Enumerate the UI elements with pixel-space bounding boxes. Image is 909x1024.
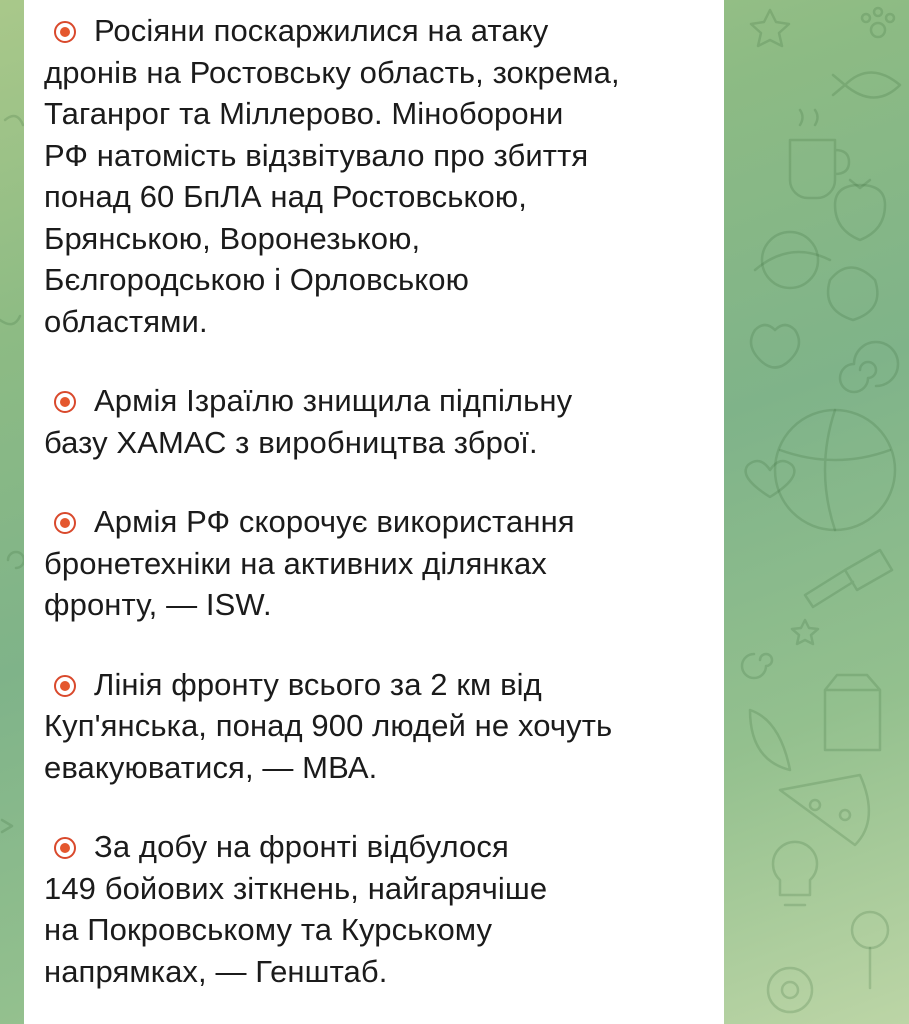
orange-radio-bullet-icon (54, 512, 76, 534)
news-item-text-line: Таганрог та Міллерово. Міноборони (44, 96, 564, 131)
news-item-text-line: базу ХАМАС з виробництва зброї. (44, 424, 538, 460)
news-item-text-line: Росіяни поскаржилися на атаку (94, 13, 549, 48)
orange-radio-bullet-icon (54, 21, 76, 43)
news-item (44, 501, 704, 626)
news-item (44, 664, 704, 789)
news-item-text-line: Армія РФ скорочує використання (94, 504, 575, 539)
news-item-text-line: напрямках, — Генштаб. (44, 953, 388, 989)
news-item-text-line: За добу на фронті відбулося (94, 829, 509, 864)
orange-radio-bullet-icon (54, 675, 76, 697)
news-item-text-line: евакуюватися, — МВА. (44, 749, 378, 785)
news-item-text-line: Куп'янська, понад 900 людей не хочуть (44, 708, 613, 743)
orange-radio-bullet-icon (54, 391, 76, 413)
news-item (44, 380, 704, 463)
news-item-text-line: Армія Ізраїлю знищила підпільну (94, 383, 573, 418)
news-item (44, 826, 704, 992)
news-item-text-line: Лінія фронту всього за 2 км від (94, 666, 542, 702)
news-item-text-line: на Покровському та Курському (44, 912, 493, 947)
news-item-text-line: фронту, — ISW. (44, 587, 272, 622)
news-item (44, 10, 704, 342)
news-item-text-line: Бєлгородською і Орловською (44, 262, 469, 297)
message-bubble (24, 0, 724, 1024)
news-item-text-line: бронетехніки на активних ділянках (44, 545, 547, 581)
news-item-text-line: областями. (44, 303, 208, 339)
news-item-text-line: РФ натомість відзвітувало про збиття (44, 137, 589, 173)
news-item-text-line: Брянською, Воронезькою, (44, 220, 421, 256)
news-digest-list (44, 10, 704, 992)
orange-radio-bullet-icon (54, 837, 76, 859)
news-item-text-line: дронів на Ростовську область, зокрема, (44, 54, 620, 90)
news-item-text-line: понад 60 БпЛА над Ростовською, (44, 179, 527, 214)
news-item-text-line: 149 бойових зіткнень, найгарячіше (44, 870, 548, 906)
